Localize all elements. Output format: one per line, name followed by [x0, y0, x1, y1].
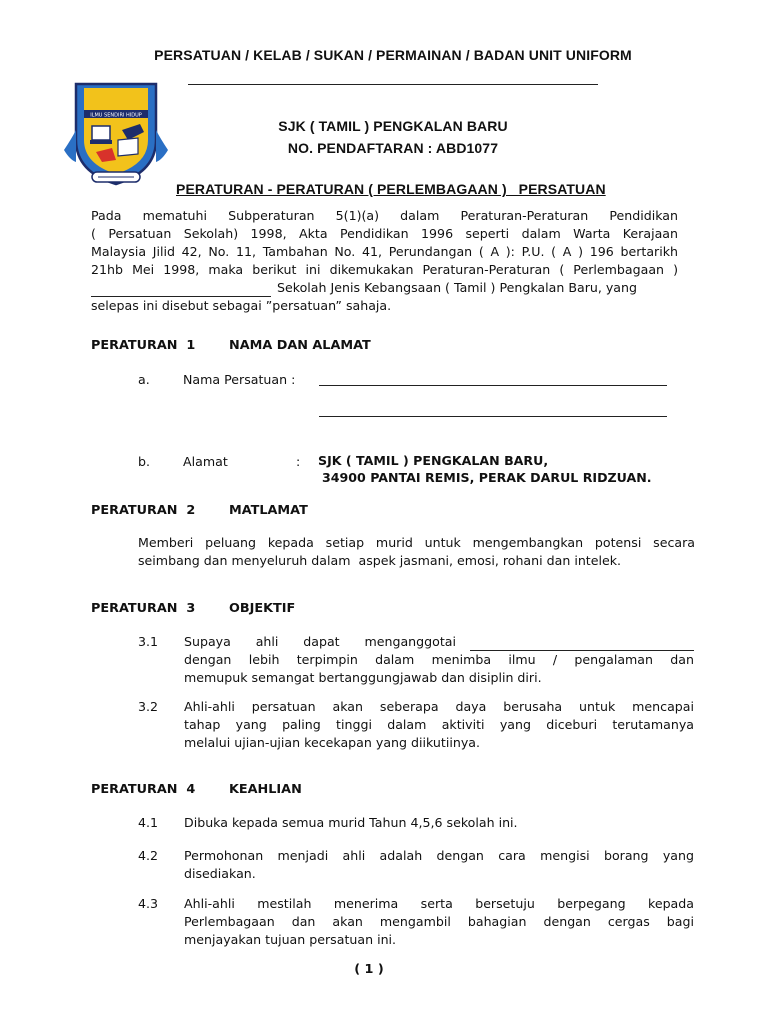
intro-line-tail: Sekolah Jenis Kebangsaan ( Tamil ) Pengkalan Baru, yang — [273, 280, 638, 295]
association-name-blank-1[interactable] — [319, 385, 667, 386]
intro-paragraph — [91, 207, 678, 315]
rule4-item-1: Dibuka kepada semua murid Tahun 4,5,6 sekolah ini. — [184, 815, 518, 830]
intro-line: Malaysia Jilid 42, No. 11, Tambahan No. 41, Perundangan ( A ): P.U. ( A ) 196 bertarikh — [91, 244, 678, 259]
rule1-b-colon: : — [296, 454, 301, 469]
school-name: SJK ( TAMIL ) PENGKALAN BARU — [278, 118, 508, 134]
rule4-label: PERATURAN 4 — [91, 782, 196, 797]
rule2-line: Memberi peluang kepada setiap murid untuk mengembangkan potensi secara — [138, 535, 695, 550]
intro-line: 21hb Mei 1998, maka berikut ini dikemukakan Peraturan-Peraturan ( Perlembagaan ) — [91, 262, 678, 277]
rule1-b-marker: b. — [138, 454, 150, 469]
rule4-item-3 — [184, 895, 694, 949]
organization-blank[interactable] — [470, 637, 694, 651]
item-number: 3.2 — [138, 699, 159, 714]
association-name-blank-2[interactable] — [319, 416, 667, 417]
intro-line: ( Persatuan Sekolah) 1998, Akta Pendidikan 1996 seperti dalam Warta Kerajaan — [91, 226, 678, 241]
crest-banner-text: ILMU SENDIRI HIDUP — [90, 112, 142, 119]
intro-line: selepas ini disebut sebagai ”persatuan” sahaja. — [91, 298, 392, 313]
rule1-a-marker: a. — [138, 372, 150, 387]
item-number: 4.1 — [138, 815, 159, 830]
item-line: melalui ujian-ujian kecekapan yang diikutiinya. — [184, 735, 480, 750]
rule1-label: PERATURAN 1 — [91, 338, 196, 353]
item-line: Permohonan menjadi ahli adalah dengan cara mengisi borang yang — [184, 848, 694, 863]
item-number: 4.3 — [138, 896, 159, 911]
item-line: tahap yang paling tinggi dalam aktiviti yang diceburi terutamanya — [184, 717, 694, 732]
school-crest-logo — [62, 80, 170, 188]
rule2-line: seimbang dan menyeluruh dalam aspek jasmani, emosi, rohani dan intelek. — [138, 553, 622, 568]
rule3-item-2 — [184, 698, 694, 752]
crest-shield-icon — [62, 80, 170, 188]
rule3-item-1 — [184, 633, 694, 687]
item-line-with-blank — [184, 633, 694, 651]
item-line: dengan lebih terpimpin dalam menimba ilmu / pengalaman dan — [184, 652, 694, 667]
rule4-title: KEAHLIAN — [229, 782, 302, 797]
rule2-title: MATLAMAT — [229, 503, 308, 518]
rule1-a-label: Nama Persatuan : — [183, 372, 296, 387]
address-line-1: SJK ( TAMIL ) PENGKALAN BARU, — [318, 453, 549, 468]
item-number: 3.1 — [138, 634, 159, 649]
top-title-underline — [188, 84, 598, 85]
intro-line: Pada mematuhi Subperaturan 5(1)(a) dalam Peraturan-Peraturan Pendidikan — [91, 208, 678, 223]
rule1-title: NAMA DAN ALAMAT — [229, 338, 371, 353]
top-title: PERSATUAN / KELAB / SUKAN / PERMAINAN / BADAN UNIT UNIFORM — [154, 47, 632, 63]
rule2-label: PERATURAN 2 — [91, 503, 196, 518]
rule1-b-label: Alamat — [183, 454, 228, 469]
item-number: 4.2 — [138, 848, 159, 863]
rule3-label: PERATURAN 3 — [91, 601, 196, 616]
item-line: Ahli-ahli persatuan akan seberapa daya berusaha untuk mencapai — [184, 699, 694, 714]
item-line: Supaya ahli dapat menganggotai — [184, 634, 456, 649]
registration-number: NO. PENDAFTARAN : ABD1077 — [287, 140, 499, 156]
intro-line-with-blank — [91, 279, 678, 297]
fill-blank — [91, 283, 271, 297]
section-title: PERATURAN - PERATURAN ( PERLEMBAGAAN ) PERSATUAN — [176, 181, 606, 197]
rule4-item-2 — [184, 847, 694, 883]
rule2-paragraph — [138, 534, 695, 570]
item-line: Ahli-ahli mestilah menerima serta bersetuju berpegang kepada — [184, 896, 694, 911]
item-line: menjayakan tujuan persatuan ini. — [184, 932, 397, 947]
rule3-title: OBJEKTIF — [229, 601, 296, 616]
item-line: Perlembagaan dan akan mengambil bahagian dengan cergas bagi — [184, 914, 694, 929]
page-number: ( 1 ) — [354, 962, 384, 977]
address-line-2: 34900 PANTAI REMIS, PERAK DARUL RIDZUAN. — [322, 470, 652, 485]
item-line: disediakan. — [184, 866, 256, 881]
item-line: memupuk semangat bertanggungjawab dan disiplin diri. — [184, 670, 542, 685]
